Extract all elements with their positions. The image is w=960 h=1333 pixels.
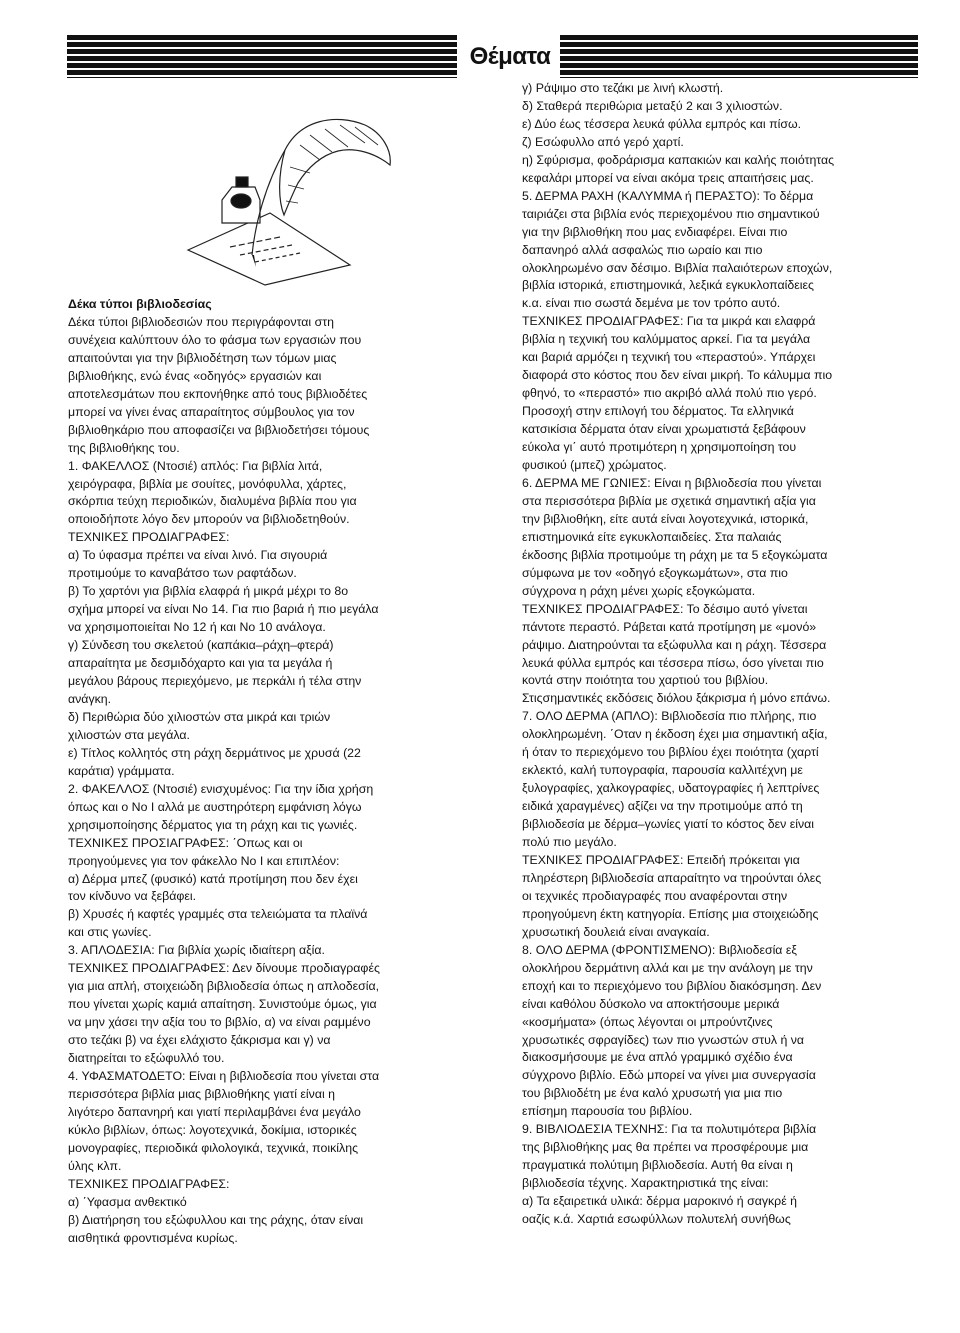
text-line: μονογραφίες, περιοδικά φιλολογικά, τεχνικά, ποικίλης xyxy=(68,1140,359,1155)
text-line: α) Δέρμα μπεζ (φυσικό) κατά προτίμηση που δεν έχει xyxy=(68,871,358,886)
text-line: στο τεζάκι β) να έχει ελάχιστο ξάκρισμα και γ) να xyxy=(68,1033,331,1048)
text-line: γ) Σύνδεση του σκελετού (καπάκια–ράχη–φτερά) xyxy=(68,638,334,653)
text-line: 7. ΟΛΟ ΔΕΡΜΑ (ΑΠΛΟ): Βιβλιοδεσία πιο πλήρης, πιο xyxy=(522,709,817,724)
text-line: για την βιβλιοθήκη που μας ενδιαφέρει. Είναι πιο xyxy=(522,224,788,239)
text-line: εκλεκτό, καλή τυπογραφία, παρουσία καλλιτέχνη με xyxy=(522,763,803,778)
text-line: οαζίς κ.ά. Χαρτιά εσωφύλλων πολυτελή συνήθως xyxy=(522,1212,791,1227)
text-line: ολοκλήρου δερμάτινη αλλά και με την ανάλογη με την xyxy=(522,960,813,975)
text-line: 3. ΑΠΛΟΔΕΣΙΑ: Για βιβλία χωρίς ιδιαίτερη αξία. xyxy=(68,943,325,958)
text-line: κατσικίσια δέρματα όταν είναι χρωματιστά ξεβάφουν xyxy=(522,422,806,437)
text-line: μπορεί να γίνει ένας απαραίτητος σύμβουλος για τον xyxy=(68,404,355,419)
text-line: ΤΕΧΝΙΚΕΣ ΠΡΟΔΙΑΓΡΑΦΕΣ: Επειδή πρόκειται για xyxy=(522,852,800,867)
text-line: 5. ΔΕΡΜΑ ΡΑΧΗ (ΚΑΛΥΜΜΑ ή ΠΕΡΑΣΤΟ): Το δέρμα xyxy=(522,188,814,203)
text-line: 9. ΒΙΒΛΙΟΔΕΣΙΑ ΤΕΧΝΗΣ: Για τα πολυτιμότερα βιβλία xyxy=(522,1122,817,1137)
text-line: ειδικά χαραγμένες) αξίζει να την προτιμούμε από τη xyxy=(522,799,803,814)
section-title: Θέματα xyxy=(469,43,551,70)
text-line: 2. ΦΑΚΕΛΛΟΣ (Ντοσιέ) ενισχυμένος: Για την ίδια χρήση xyxy=(68,781,374,796)
text-line: απαραίτητα με δεσμιδόχαρτο και για τα μεγάλα ή xyxy=(68,656,333,671)
text-line: πολύ πιο μεγάλο. xyxy=(522,835,617,850)
text-line: ζ) Εσώφυλλο από γερό χαρτί. xyxy=(522,134,684,149)
text-line: προηγούμενη έκτη κατηγορία. Επίσης μια στοιχειώδης xyxy=(522,906,819,921)
left-column xyxy=(68,296,476,1248)
text-line: είναι καθόλου δύσκολο να αποκτήσουμε μερικά xyxy=(522,996,780,1011)
text-line: βιβλιοθήκης, ενώ ένας «οδηγός» εργασιών και xyxy=(68,368,322,383)
text-line: ύλης κλπ. xyxy=(68,1158,122,1173)
text-line: στα περισσότερα βιβλία με σχετικά σημαντική αξία για xyxy=(522,493,816,508)
quill-feather xyxy=(280,119,391,215)
text-line: ΤΕΧΝΙΚΕΣ ΠΡΟΔΙΑΓΡΑΦΕΣ: Για τα μικρά και ελαφρά xyxy=(522,314,816,329)
text-line: Στιςσημαντικές εκδόσεις διόλου ξάκρισμα ή μόνο επάνω. xyxy=(522,691,831,706)
text-line: διατηρείται το εξώφυλλό του. xyxy=(68,1051,225,1066)
right-column xyxy=(522,80,920,1229)
text-line: αποτελεσμάτων που εκπονήθηκε από τους βιβλιοδέτες xyxy=(68,386,368,401)
text-line: συνέχεια καλύπτουν όλο το φάσμα των εργασιών που xyxy=(68,332,362,347)
text-line: δ) Σταθερά περιθώρια μεταξύ 2 και 3 χιλιοστών. xyxy=(522,98,783,113)
text-line: πάντοτε περαστό. Ράβεται κατά προτίμηση με «μονό» xyxy=(522,619,817,634)
text-line: ΤΕΧΝΙΚΕΣ ΠΡΟΔΙΑΓΡΑΦΕΣ: xyxy=(68,530,230,545)
text-line: επιστημονικά είτε εγκυκλοπαιδείες. Στα παλαιάς xyxy=(522,529,782,544)
text-line: για μια απλή, στοιχειώδη βιβλιοδεσία όπως η απλοδεσία, xyxy=(68,979,380,994)
text-line: να μην χάσει την αξία του το βιβλίο, α) να είναι ραμμένο xyxy=(68,1015,371,1030)
text-line: εύκολα γι΄ αυτό προτιμότερη η χρησιμοποίηση του xyxy=(522,440,797,455)
text-line: προηγούμενες για τον φάκελλο Νο Ι και επιπλέον: xyxy=(68,853,340,868)
text-line: που γίνεται χωρίς καμιά απαίτηση. Συνιστούμε όμως, για xyxy=(68,997,377,1012)
text-line: της βιβλιοθήκης μας θα πρέπει να προσφέρουμε μια xyxy=(522,1140,809,1155)
text-line: πραγματικά πολύτιμη βιβλιοδεσία. Αυτή θα είναι η xyxy=(522,1158,793,1173)
text-line: βιβλία η τεχνική του καλύμματος αρκεί. Για τα μεγάλα xyxy=(522,332,811,347)
text-line: κεφαλάρι μπορεί να είναι ακόμα τρεις απαιτήσεις μας. xyxy=(522,170,814,185)
text-line: πληρέστερη βιβλιοδεσία απαραίτητο να τηρούνται όλες xyxy=(522,870,822,885)
text-line: καράτια) γράμματα. xyxy=(68,763,175,778)
text-line: σύμφωνα με τον «οδηγό εξογκωμάτων», στα πιο xyxy=(522,565,788,580)
text-line: λιγότερο δαπανηρή και γιατί περιλαμβάνει ένα μεγάλο xyxy=(68,1104,361,1119)
text-line: χειρόγραφα, βιβλία με σουίτες, μονόφυλλα, χάρτες, xyxy=(68,476,347,491)
text-line: περισσότερα βιβλία μιας βιβλιοθήκης γιατί είναι η xyxy=(68,1086,336,1101)
text-line: έκδοσης βιβλία προτιμούμε τη ράχη με τα 5 εξογκώματα xyxy=(522,547,828,562)
text-line: β) Το χαρτόνι για βιβλία ελαφρά ή μικρά μέχρι το 8ο xyxy=(68,584,349,599)
text-line: κ.α. είναι πιο σωστά δεμένα με τον τρόπο αυτό. xyxy=(522,296,781,311)
text-line: κύκλο βιβλίων, όπως: λογοτεχνικά, δοκίμια, ιστορικές xyxy=(68,1122,357,1137)
text-line: β) Διατήρηση του εξώφυλλου και της ράχης, όταν είναι xyxy=(68,1212,364,1227)
text-line: βιβλιοθηκάριο που αποφασίζει να βιβλιοδετήσει τόμους xyxy=(68,422,370,437)
text-line: σκόρπια τεύχη περιοδικών, διαλυμένα βιβλία που για xyxy=(68,494,357,509)
text-line: ξυλογραφίες, χαλκογραφίες, υδατογραφίες ή λεπτρίνες xyxy=(522,781,820,796)
text-line: λευκά φύλλα εμπρός και τέσσερα πίσω, όσο γίνεται πιο xyxy=(522,655,824,670)
text-line: οποιοδήποτε λόγο δεν μπορούν να βιβλιοδετηθούν. xyxy=(68,512,350,527)
text-line: της βιβλιοθήκης του. xyxy=(68,440,180,455)
text-line: και στις γωνίες. xyxy=(68,925,152,940)
text-line: δαπανηρό αλλά ασφαλώς πιο ωραίο και πιο xyxy=(522,242,763,257)
text-line: φυσικού (μπεζ) χρώματος. xyxy=(522,458,667,473)
text-line: οι τεχνικές προδιαγραφές που αναφέρονται στην xyxy=(522,888,788,903)
header-rule-left xyxy=(67,35,457,78)
text-line: φθηνό, το «περαστό» πιο ακριβό αλλά πολύ πιο γερό. xyxy=(522,386,817,401)
text-line: χρυσωτική δουλειά είναι αναγκαία. xyxy=(522,924,710,939)
text-line: να χρησιμοποιείται Νο 12 ή και Νο 10 ανάλογα. xyxy=(68,620,326,635)
text-line: όπως και ο Νο Ι αλλά με αυστηρότερη εμφάνιση λόγω xyxy=(68,799,362,814)
text-line: χρυσωτικές σφραγίδες) των πιο γνωστών στυλ ή να xyxy=(522,1032,805,1047)
text-line: σύγχρονο βιβλίο. Εδώ μπορεί να γίνει μια συνεργασία xyxy=(522,1068,816,1083)
text-line: προτιμούμε το καναβάτσο των ραφτάδων. xyxy=(68,566,297,581)
text-line: 4. ΥΦΑΣΜΑΤΟΔΕΤΟ: Είναι η βιβλιοδεσία που γίνεται στα xyxy=(68,1068,380,1083)
text-line: σχήμα μπορεί να είναι Νο 14. Για πιο βαριά ή πιο μεγάλα xyxy=(68,602,379,617)
text-line: διακοσμήσουμε με ένα απλό γραμμικό σχέδιο ένα xyxy=(522,1050,793,1065)
text-line: γ) Ράψιμο στο τεζάκι με λινή κλωστή. xyxy=(522,81,724,95)
text-line: μεγάλου βάρους περιεχόμενο, με περκάλι ή τέλα στην xyxy=(68,674,362,689)
text-line: ε) Δύο έως τέσσερα λευκά φύλλα εμπρός και πίσω. xyxy=(522,116,802,131)
text-line: αισθητικά φροντισμένα κυρίως. xyxy=(68,1230,238,1245)
quill-inkwell-illustration xyxy=(160,105,400,290)
text-line: ολοκληρωμένη. ΄Οταν η έκδοση έχει μια σημαντική αξία, xyxy=(522,727,828,742)
header-rule-right xyxy=(560,35,918,78)
article-title: Δέκα τύποι βιβλιοδεσίας xyxy=(68,297,212,311)
text-line: εποχή και το περιεχόμενο του βιβλίου διακόσμηση. Δεν xyxy=(522,978,822,993)
text-line: ΤΕΧΝΙΚΕΣ ΠΡΟΣΙΑΓΡΑΦΕΣ: ΄Οπως και οι xyxy=(68,835,303,850)
text-line: ΤΕΧΝΙΚΕΣ ΠΡΟΔΙΑΓΡΑΦΕΣ: xyxy=(68,1176,230,1191)
text-line: α) Τα εξαιρετικά υλικά: δέρμα μαροκινό ή σαγκρέ ή xyxy=(522,1194,797,1209)
text-line: την βιβλιοθήκη, είτε αυτά είναι λογοτεχνικά, ιστορικά, xyxy=(522,511,809,526)
paper-sheet xyxy=(188,213,350,285)
text-line: α) ΄Υφασμα ανθεκτικό xyxy=(68,1194,187,1209)
text-line: δ) Περιθώρια δύο χιλιοστών στα μικρά και τριών xyxy=(68,709,331,724)
text-line: επίσημη παρουσία του βιβλίου. xyxy=(522,1104,693,1119)
text-line: ΤΕΧΝΙΚΕΣ ΠΡΟΔΙΑΓΡΑΦΕΣ: Δεν δίνουμε προδιαγραφές xyxy=(68,961,380,976)
text-line: ή όταν το περιεχόμενο του βιβλίου έχει ποιότητα (χαρτί xyxy=(522,745,819,760)
text-line: β) Χρυσές ή καφτές γραμμές στα τελειώματα τα πλαϊνά xyxy=(68,907,368,922)
text-line: 6. ΔΕΡΜΑ ΜΕ ΓΩΝΙΕΣ: Είναι η βιβλιοδεσία που γίνεται xyxy=(522,475,822,490)
text-line: του βιβλιοδέτη με ένα καλό χρυσωτή για μια πιο xyxy=(522,1086,783,1101)
text-line: βιβλιοδεσία τέχνης. Χαρακτηριστικά της είναι: xyxy=(522,1176,769,1191)
text-line: απαιτούνται για την βιβλιοδέτηση των τόμων μιας xyxy=(68,350,337,365)
text-line: Δέκα τύποι βιβλιοδεσιών που περιγράφονται στη xyxy=(68,314,334,329)
text-line: κοντά στην ποιότητα του χαρτιού του βιβλίου. xyxy=(522,673,769,688)
text-line: ράψιμο. Διατηρούνται τα εξώφυλλα και η ράχη. Τέσσερα xyxy=(522,637,827,652)
text-line: ανάγκη. xyxy=(68,691,112,706)
text-line: 1. ΦΑΚΕΛΛΟΣ (Ντοσιέ) απλός: Για βιβλία λιτά, xyxy=(68,458,323,473)
text-line: βιβλία ιστορικά, επιστημονικά, λεξικά εγκυκλοπαίδειες xyxy=(522,278,814,293)
text-line: ΤΕΧΝΙΚΕΣ ΠΡΟΔΙΑΓΡΑΦΕΣ: Το δέσιμο αυτό γίνεται xyxy=(522,601,808,616)
text-line: ολοκληρωμένο σαν δέσιμο. Βιβλία παλαιότερων εποχών, xyxy=(522,260,833,275)
text-line: η) Σφύρισμα, φοδράρισμα καπακιών και καλής ποιότητας xyxy=(522,152,835,167)
text-line: βιβλιοδεσία με δέρμα–γωνίες γιατί το κόστος δεν είναι xyxy=(522,817,814,832)
text-line: τον κίνδυνο να ξεβάφει. xyxy=(68,889,197,904)
text-line: και βαριά αρμόζει η τεχνική του «περαστού». Υπάρχει xyxy=(522,350,816,365)
text-line: σύγχρονα η ράχη μένει χωρίς εξογκώματα. xyxy=(522,583,756,598)
text-line: χιλιοστών στα μεγάλα. xyxy=(68,727,190,742)
text-line: διαφορά στο κόστος που δεν είναι μικρή. Το κάλυμμα πιο xyxy=(522,368,833,383)
text-line: ταιριάζει στα βιβλία ενός περιεχομένου πιο σημαντικού xyxy=(522,206,820,221)
text-line: α) Το ύφασμα πρέπει να είναι λινό. Για σιγουριά xyxy=(68,548,328,563)
text-line: Προσοχή στην επιλογή του δέρματος. Τα ελληνικά xyxy=(522,404,794,419)
text-line: χρησιμοποίησης δέρματος για τη ράχη και τις γωνιές. xyxy=(68,817,358,832)
text-line: ε) Τίτλος κολλητός στη ράχη δερμάτινος με χρυσά (22 xyxy=(68,745,361,760)
text-line: 8. ΟΛΟ ΔΕΡΜΑ (ΦΡΟΝΤΙΣΜΕΝΟ): Βιβλιοδεσία εξ xyxy=(522,942,797,957)
text-line: «κοσμήματα» (όπως λέγονται οι μπρούντζινες xyxy=(522,1014,773,1029)
